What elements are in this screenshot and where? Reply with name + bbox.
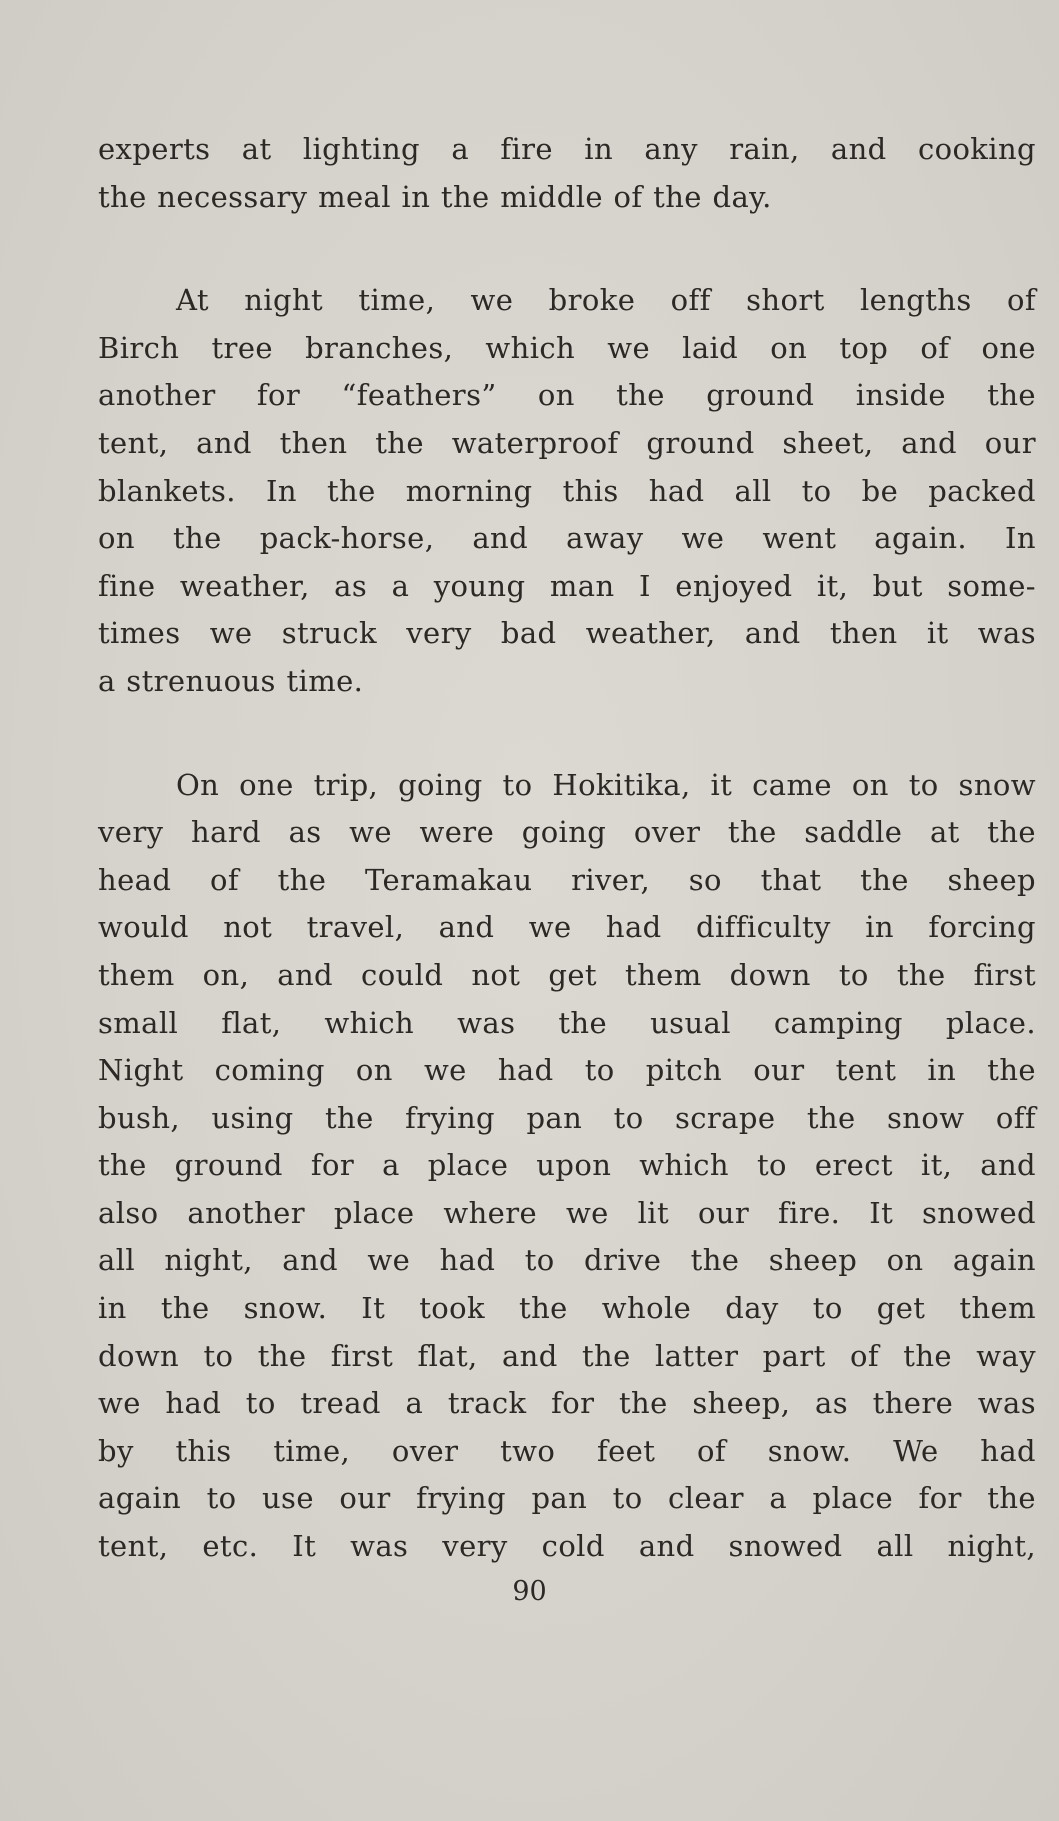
paragraph-gap — [98, 221, 1036, 277]
text-line: Birch tree branches, which we laid on top of one — [98, 330, 1036, 365]
text-line: a strenuous time. — [98, 663, 364, 698]
paragraph-gap — [98, 706, 1036, 762]
text-line: we had to tread a track for the sheep, as there was — [98, 1386, 1036, 1421]
text-line: again to use our frying pan to clear a place for the — [98, 1481, 1036, 1516]
text-line: tent, etc. It was very cold and snowed all night, — [98, 1529, 1036, 1564]
text-line: At night time, we broke off short lengths of — [176, 283, 1036, 318]
text-line: would not travel, and we had difficulty in forcing — [98, 910, 1036, 945]
text-line: down to the first flat, and the latter part of the way — [98, 1338, 1036, 1373]
page-number: 90 — [512, 1576, 547, 1607]
text-line: tent, and then the waterproof ground sheet, and our — [98, 425, 1036, 460]
text-line: On one trip, going to Hokitika, it came on to snow — [176, 767, 1036, 802]
text-line: another for “feathers” on the ground inside the — [98, 378, 1036, 413]
body-text — [98, 126, 1036, 1571]
text-line: experts at lighting a fire in any rain, and cooking — [98, 132, 1036, 166]
text-line: small flat, which was the usual camping place. — [98, 1005, 1036, 1040]
text-line: times we struck very bad weather, and then it was — [98, 616, 1036, 651]
text-line: also another place where we lit our fire. It snowed — [98, 1195, 1036, 1230]
text-line: very hard as we were going over the saddle at the — [98, 815, 1036, 850]
text-line: blankets. In the morning this had all to be packed — [98, 473, 1036, 508]
text-line: them on, and could not get them down to the first — [98, 957, 1036, 992]
text-line: in the snow. It took the whole day to get them — [98, 1291, 1036, 1326]
text-line: the necessary meal in the middle of the day. — [98, 179, 772, 214]
text-line: on the pack-horse, and away we went again. In — [98, 521, 1036, 556]
text-line: by this time, over two feet of snow. We had — [98, 1433, 1036, 1468]
text-line: all night, and we had to drive the sheep on again — [98, 1243, 1036, 1278]
text-line: bush, using the frying pan to scrape the snow off — [98, 1100, 1036, 1135]
text-line: head of the Teramakau river, so that the sheep — [98, 862, 1036, 897]
text-line: the ground for a place upon which to erect it, and — [98, 1148, 1036, 1183]
text-line: Night coming on we had to pitch our tent in the — [98, 1053, 1036, 1088]
text-line: fine weather, as a young man I enjoyed it, but some- — [98, 568, 1036, 603]
